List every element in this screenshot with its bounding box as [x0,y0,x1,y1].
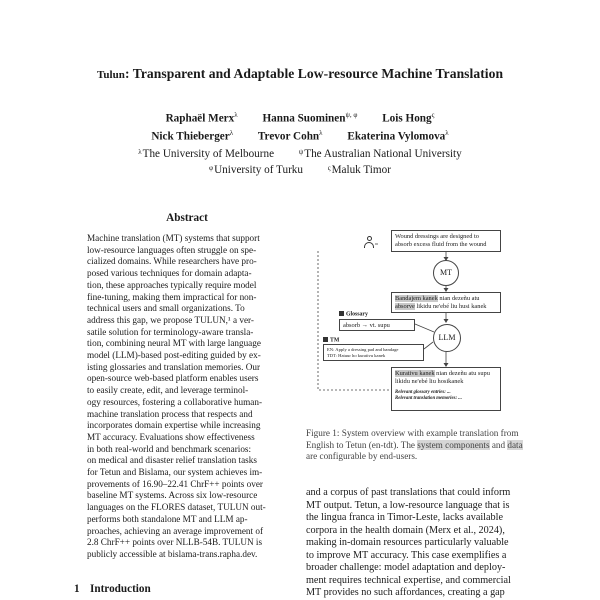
section-number: 1 [74,583,80,595]
authors-block [0,108,600,178]
author-sup: ς [431,111,435,119]
caption-text: are configurable by end-users. [306,451,418,462]
caption-highlight: data [507,439,523,450]
tm-source: EN: Apply a dressing pad and bandage [327,347,399,352]
tm-target: TDT: Hatuur ho kurativu kanek [327,352,386,358]
relevant-glossary: Relevant glossary entries: ... [395,389,451,395]
mt-output-box [391,292,501,313]
abstract-text: Machine translation (MT) systems that support low-resource languages often struggle on spe- cialized domains. While researchers have pro- posed various techniques for domain adapta- tion, these approaches typically require model fine-tuning, making them impractical for non- technical users and small organizations. To address this gap, we propose TULUN,¹ a ver- satile solution for terminology-aware transla- tion, combining neural MT with large language model (LLM)-based post-editing guided by ex- isting glossaries and translation memories. Our open-source web-based platform enables users to easily create, edit, and leverage terminol- ogy resources, fostering a collaborative human- machine translation process that respects and incorporates domain expertise while increasing MT accuracy. Evaluations show effectiveness in both real-world and benchmark scenarios: on medical and disaster relief translation tasks for Tetun and Bislama, our system achieves im- provements of 16.90–22.41 ChrF++ points over baseline MT systems. Across six low-resource languages on the FLORES dataset, TULUN out- performs both standalone MT and LLM ap- proaches, achieving an average improvement of 2.8 ChrF++ points over NLLB-54B. TULUN is publicly accessible at bislama-trans.rapha.dev. [87,233,266,559]
abstract-heading: Abstract [166,212,208,224]
authors-line-2 [0,126,600,144]
source-text-box: Wound dressings are designed to absorb excess fluid from the wound [391,230,501,252]
glossary-icon [339,311,344,316]
tm-icon [323,337,328,342]
author-sup: ψ, φ [345,111,358,119]
body-text-right: and a corpus of past translations that could inform MT output. Tetun, a low-resource language that is the lingua franca in Timor-Leste, lacks available corpora in the health domain (Merx et al., 2024), making in-domain resources particularly valuable to improve MT accuracy. This case exemplifies a broader challenge: model adaptation and deploy- ment requires technical expertise, and commercial MT provides no such affordances, creating a gap [306,487,511,598]
author-sup: λ [234,111,238,119]
author-name: Lois Hong [382,112,432,125]
tm-tag [323,337,339,344]
affiliation-symbol: φ [209,164,214,173]
author-name: Raphaël Merx [165,112,235,125]
author-sup: λ [229,129,234,138]
affiliations-line-1 [0,145,600,162]
caption-text: and [489,439,508,450]
mt-output-highlight: absorve [395,302,415,310]
final-output-rest: nian dezeñu atu supu likidu ne'ebé liu hosikanek [395,370,490,385]
affiliation-symbol: ψ [298,147,304,156]
affiliation: University of Turku [214,164,303,177]
mt-output-text: nian dezeñu atu [437,295,480,302]
user-icon [364,236,374,248]
affiliations-line-2 [0,161,600,178]
glossary-tag-label: Glossary [346,311,368,318]
paper-title [0,66,600,82]
caption-highlight: system components [417,439,490,450]
author-name: Hanna Suominen [262,112,346,125]
affiliation-symbol: λ [138,147,142,156]
llm-node: LLM [433,324,461,352]
title-rest: : Transparent and Adaptable Low-resource Machine Translation [124,66,504,81]
mt-output-text: likidu ne'ebé liu husi kanek [414,302,487,310]
relevant-tm: Relevant translation memories: ... [395,395,462,401]
glossary-box: absorb → vt. supu [339,319,415,331]
figure-system-overview [305,222,525,442]
section-title: Introduction [90,583,151,595]
affiliation-symbol: ς [327,164,331,173]
author-sup: λ [319,129,323,138]
final-output-box [391,367,501,411]
arrow-glossary-to-llm [415,324,434,332]
mt-node: MT [433,260,459,286]
tm-tag-label: TM [330,337,340,344]
affiliation: The University of Melbourne [142,147,275,160]
final-output-highlight: Kurativu kanek [395,370,435,377]
tm-box [323,344,424,361]
mt-output-highlight: Bandajem kanek [395,295,438,302]
affiliation: The Australian National University [304,147,462,160]
caption-text: Figure 1: System overview with example translation from English to Tetun (en-tdt). The [306,428,519,450]
title-system-name: Tulun [96,69,125,81]
author-name: Ekaterina Vylomova [347,131,446,144]
author-name: Trevor Cohn [257,131,320,144]
section-heading [74,583,151,595]
figure-caption [306,428,528,463]
arrow-tm-to-llm [424,342,433,349]
affiliation: Maluk Timor [331,164,391,177]
author-sup: λ [445,129,449,138]
glossary-tag [339,311,368,318]
authors-line-1 [0,108,600,126]
author-name: Nick Thieberger [151,131,230,144]
final-output-text [395,370,497,386]
